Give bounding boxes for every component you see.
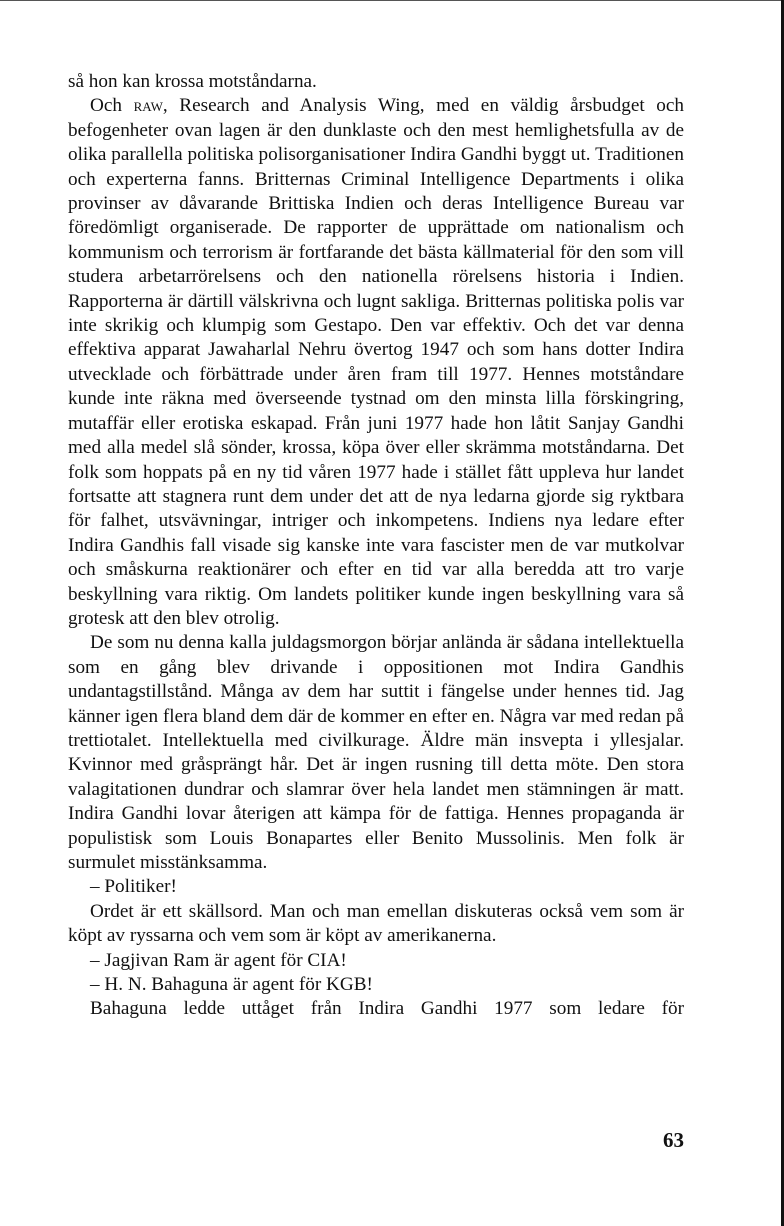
page-number: 63 [663,1128,684,1152]
paragraph: – Jagjivan Ram är agent för CIA! [90,949,347,971]
paragraph: Ordet är ett skällsord. Man och man emellan diskuteras också vem som är köpt av ryssarna och vem som är köpt av amerikanerna. [68,900,684,947]
paragraph: Bahaguna ledde uttåget från Indira Gandhi 1977 som ledare för [90,998,684,1020]
scan-edge-top [0,0,784,1]
paragraph: så hon kan krossa motståndarna. [68,71,317,92]
paragraph: – Politiker! [90,876,177,898]
body-text [68,70,684,1022]
paragraph: – H. N. Bahaguna är agent för KGB! [90,974,373,996]
raw-acronym: raw [133,95,163,117]
paragraph: Och raw, Research and Analysis Wing, med en väldig årsbudget och befogenheter ovan lagen är den dunklaste och den mest hemlighetsfulla av de olika parallella politiska polisorganisationer Indira Gandhi byggt ut. Traditionen och experterna fanns. Britternas Criminal Intelligence Departments i olika provinser av dåvarande Brittiska Indien och deras Intelligence Bureau var föredömligt organiserade. De rapporter de upprättade om nationalism och kommunism och terrorism är fortfarande det bästa källmaterial för den som vill studera arbetarrörelsens och den nationella rörelsens historia i Indien. Rapporterna är därtill välskrivna och lugnt sakliga. Britternas politiska polis var inte skrikig och klumpig som Gestapo. Den var effektiv. Och det var denna effektiva apparat Jawaharlal Nehru övertog 1947 och som hans dotter Indira utvecklade och förbättrade under åren fram till 1977. Hennes motståndare kunde inte räkna med överseende tystnad om den minsta lilla förskingring, mutaffär eller erotiska eskapad. Från juni 1977 hade hon låtit Sanjay Gandhi med alla medel slå sönder, krossa, köpa över eller skrämma motståndarna. Det folk som hoppats på en ny tid våren 1977 hade i stället fått uppleva hur landet fortsatte att stagnera runt dem under det att de nya ledarna gjorde sig ryktbara för falhet, utsvävningar, intriger och inkompetens. Indiens nya ledare efter Indira Gandhis fall visade sig kanske inte vara fascister men de var mutkolvar och småskurna reaktionärer och efter en tid var alla beredda att tro varje beskyllning vara riktig. Om landets politiker kunde ingen beskyllning vara så grotesk att den blev otrolig. [68,95,684,629]
paragraph: De som nu denna kalla juldagsmorgon börjar anlända är sådana intellektuella som en gång blev drivande i oppositionen mot Indira Gandhis undantagstillstånd. Många av dem har suttit i fängelse under hennes tid. Jag känner igen flera bland dem där de kommer en efter en. Några var med redan på trettiotalet. Intellektuella med civilkurage. Äldre män insvepta i yllesjalar. Kvinnor med gråsprängt hår. Det är ingen rusning till detta möte. Den stora valagitationen dundrar och slamrar över hela landet men stämningen är matt. Indira Gandhi lovar återigen att kämpa för de fattiga. Hennes propaganda är populistisk som Louis Bonapartes eller Benito Mussolinis. Men folk är surmulet misstänksamma. [68,632,684,873]
